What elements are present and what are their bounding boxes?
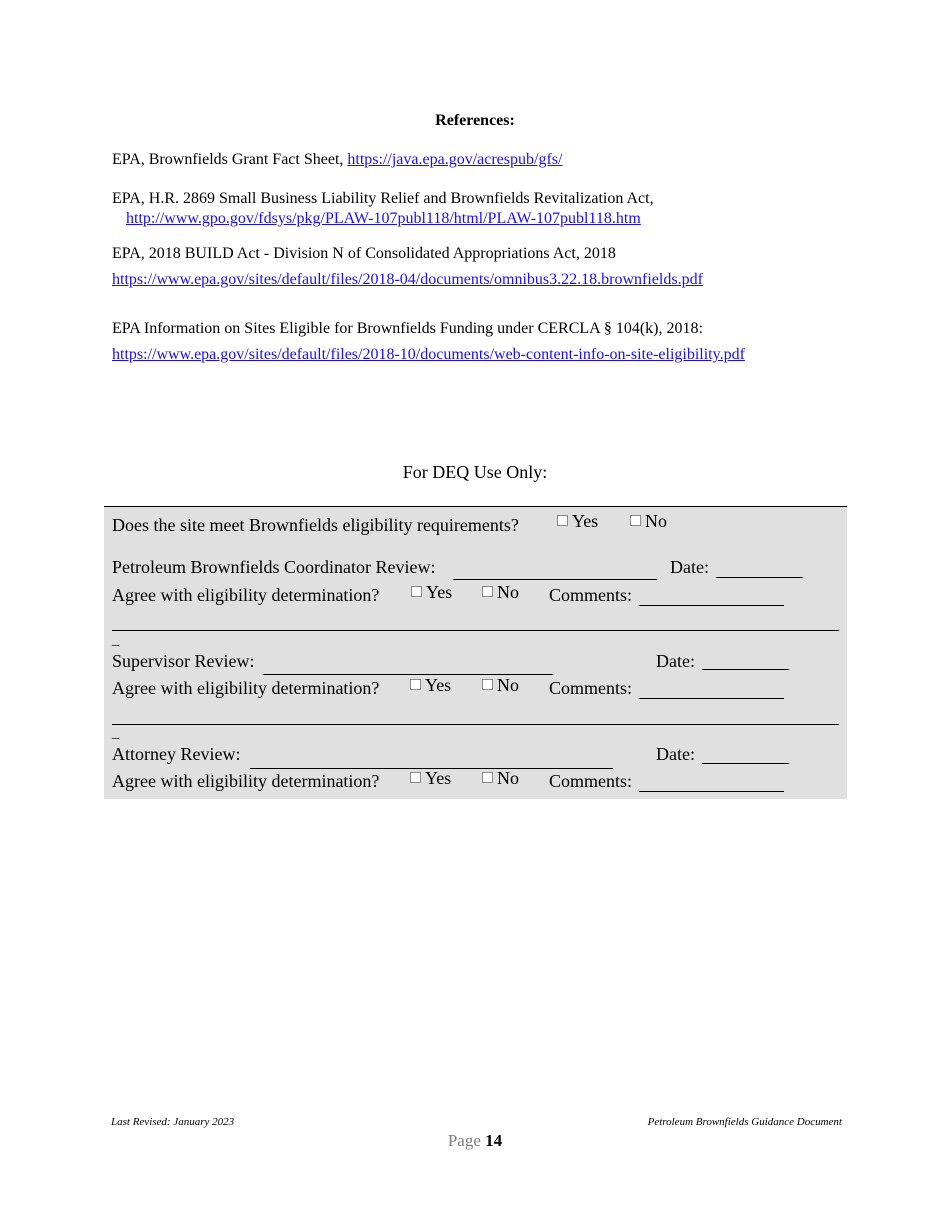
supervisor-comments-label: Comments:	[549, 678, 633, 698]
coordinator-no-checkbox[interactable]	[482, 586, 493, 597]
attorney-no[interactable]	[482, 768, 519, 789]
supervisor-agree-question: Agree with eligibility determination?	[112, 678, 380, 698]
supervisor-date-label: Date:	[656, 651, 695, 671]
eligibility-question: Does the site meet Brownfields eligibility requirements?	[112, 515, 519, 535]
eligibility-yes-label: Yes	[572, 511, 599, 531]
coordinator-comments-line[interactable]	[639, 605, 784, 606]
deq-title: For DEQ Use Only:	[402, 462, 548, 482]
eligibility-yes-checkbox[interactable]	[557, 515, 568, 526]
coordinator-no-label: No	[497, 582, 519, 602]
reference-2-text: EPA, H.R. 2869 Small Business Liability Relief and Brownfields Revitalization Act,	[112, 190, 654, 207]
supervisor-no-label: No	[497, 675, 519, 695]
coordinator-underscore: _	[112, 633, 119, 648]
coordinator-signature-line[interactable]	[453, 579, 657, 580]
coordinator-date-line[interactable]	[716, 577, 803, 578]
attorney-no-label: No	[497, 768, 519, 788]
coordinator-no[interactable]	[482, 582, 519, 603]
attorney-yes-checkbox[interactable]	[410, 772, 421, 783]
attorney-date-label: Date:	[656, 744, 695, 764]
reference-3-link[interactable]: https://www.epa.gov/sites/default/files/2018-04/documents/omnibus3.22.18.brownfields.pdf	[112, 271, 703, 288]
attorney-date-line[interactable]	[702, 763, 789, 764]
supervisor-no-checkbox[interactable]	[482, 679, 493, 690]
page-number	[0, 1131, 950, 1151]
supervisor-underscore: _	[112, 726, 119, 741]
reference-1-text: EPA, Brownfields Grant Fact Sheet,	[112, 151, 348, 168]
eligibility-no[interactable]	[630, 511, 667, 532]
attorney-review-label: Attorney Review:	[112, 744, 241, 764]
supervisor-comments-line[interactable]	[639, 698, 784, 699]
deq-review-panel	[104, 506, 847, 799]
eligibility-yes[interactable]	[557, 511, 598, 532]
supervisor-yes[interactable]	[410, 675, 451, 696]
coordinator-yes-label: Yes	[426, 582, 453, 602]
coordinator-comments-label: Comments:	[549, 585, 633, 605]
eligibility-no-checkbox[interactable]	[630, 515, 641, 526]
coordinator-yes[interactable]	[411, 582, 452, 603]
coordinator-comments-line-2[interactable]	[112, 630, 839, 631]
footer-last-revised: Last Revised: January 2023	[111, 1116, 235, 1128]
page-prefix: Page	[447, 1131, 481, 1150]
attorney-comments-label: Comments:	[549, 771, 633, 791]
references-title: References:	[435, 112, 515, 129]
attorney-comments-line[interactable]	[639, 791, 784, 792]
page-number-value: 14	[485, 1131, 503, 1150]
reference-1	[112, 151, 562, 169]
attorney-no-checkbox[interactable]	[482, 772, 493, 783]
footer-document-title: Petroleum Brownfields Guidance Document	[647, 1116, 842, 1128]
coordinator-review-label: Petroleum Brownfields Coordinator Review:	[112, 557, 436, 577]
reference-4-text: EPA Information on Sites Eligible for Brownfields Funding under CERCLA § 104(k), 2018:	[112, 320, 703, 337]
coordinator-date-label: Date:	[670, 557, 709, 577]
coordinator-yes-checkbox[interactable]	[411, 586, 422, 597]
supervisor-date-line[interactable]	[702, 669, 789, 670]
supervisor-comments-line-2[interactable]	[112, 724, 839, 725]
attorney-agree-question: Agree with eligibility determination?	[112, 771, 380, 791]
reference-3-text: EPA, 2018 BUILD Act - Division N of Consolidated Appropriations Act, 2018	[112, 245, 616, 262]
supervisor-yes-label: Yes	[425, 675, 452, 695]
supervisor-yes-checkbox[interactable]	[410, 679, 421, 690]
coordinator-agree-question: Agree with eligibility determination?	[112, 585, 380, 605]
reference-1-link[interactable]: https://java.epa.gov/acrespub/gfs/	[347, 151, 563, 168]
reference-2-link[interactable]: http://www.gpo.gov/fdsys/pkg/PLAW-107publ118/html/PLAW-107publ118.htm	[126, 210, 641, 227]
attorney-yes-label: Yes	[425, 768, 452, 788]
attorney-yes[interactable]	[410, 768, 451, 789]
reference-4-link[interactable]: https://www.epa.gov/sites/default/files/2018-10/documents/web-content-info-on-site-eligibility.pdf	[112, 346, 745, 363]
supervisor-no[interactable]	[482, 675, 519, 696]
eligibility-no-label: No	[645, 511, 667, 531]
supervisor-review-label: Supervisor Review:	[112, 651, 255, 671]
